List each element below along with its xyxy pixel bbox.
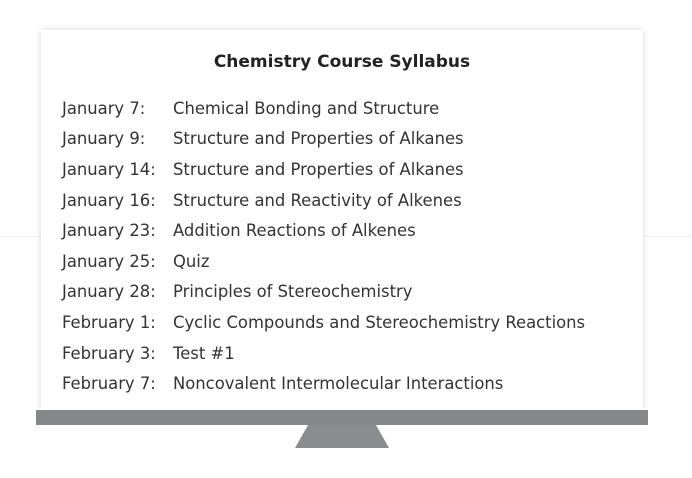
schedule-date: February 7: xyxy=(62,374,156,394)
schedule-row xyxy=(62,368,585,399)
schedule-date: February 1: xyxy=(62,312,156,332)
schedule-date: January 16: xyxy=(62,190,156,210)
schedule-row xyxy=(62,307,585,338)
schedule-date: January 7: xyxy=(62,98,146,118)
schedule-topic: Principles of Stereochemistry xyxy=(173,282,413,302)
schedule-date: January 28: xyxy=(62,282,156,302)
schedule-date: January 25: xyxy=(62,251,156,271)
board-stand xyxy=(295,425,391,449)
syllabus-board xyxy=(41,30,643,410)
schedule-row xyxy=(62,246,585,277)
schedule-row xyxy=(62,124,585,155)
schedule-date: January 9: xyxy=(62,129,146,149)
board-rail xyxy=(36,410,648,425)
schedule-topic: Test #1 xyxy=(173,343,235,363)
schedule-date: January 14: xyxy=(62,159,156,179)
schedule-row xyxy=(62,154,585,185)
schedule-topic: Structure and Properties of Alkanes xyxy=(173,129,464,149)
schedule-row xyxy=(62,93,585,124)
schedule-topic: Addition Reactions of Alkenes xyxy=(173,221,416,241)
schedule-topic: Structure and Properties of Alkanes xyxy=(173,159,464,179)
schedule-date: January 23: xyxy=(62,221,156,241)
schedule-topic: Structure and Reactivity of Alkenes xyxy=(173,190,462,210)
schedule-topic: Chemical Bonding and Structure xyxy=(173,98,440,118)
syllabus-title: Chemistry Course Syllabus xyxy=(213,52,471,72)
schedule-row xyxy=(62,338,585,369)
schedule-list xyxy=(62,93,585,399)
schedule-topic: Quiz xyxy=(173,251,210,271)
schedule-date: February 3: xyxy=(62,343,156,363)
schedule-topic: Cyclic Compounds and Stereochemistry Reactions xyxy=(173,312,586,332)
schedule-row xyxy=(62,185,585,216)
schedule-row xyxy=(62,215,585,246)
schedule-row xyxy=(62,277,585,308)
schedule-topic: Noncovalent Intermolecular Interactions xyxy=(173,374,504,394)
